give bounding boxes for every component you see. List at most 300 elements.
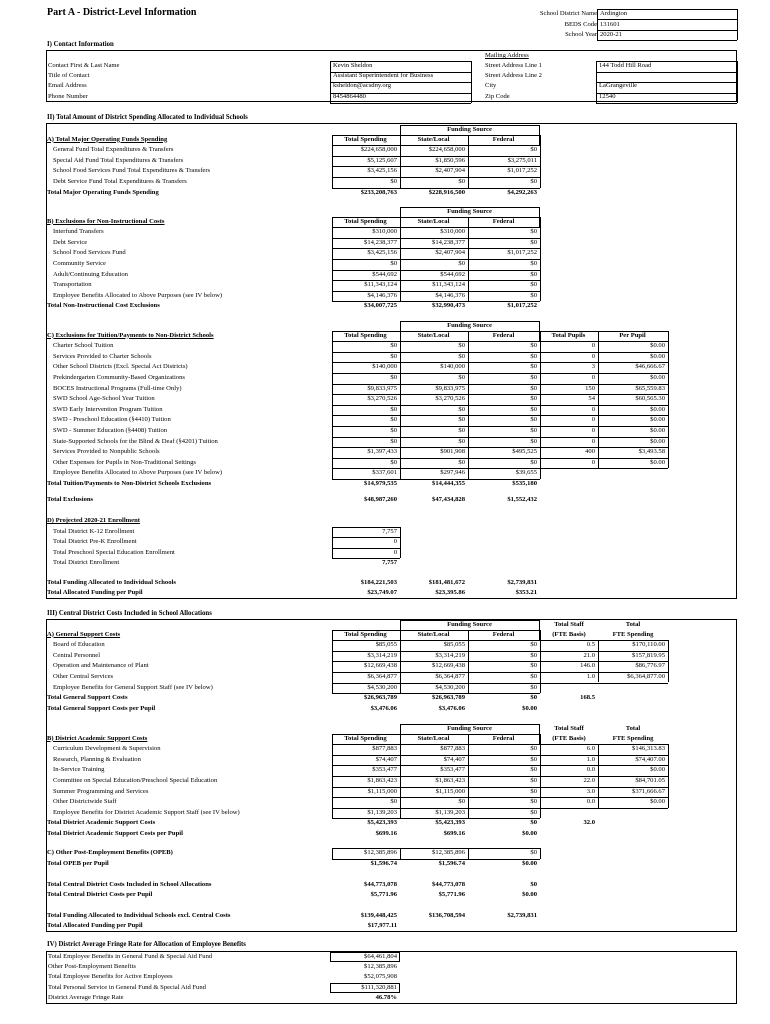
central-a-row-federal: $0 — [530, 683, 537, 691]
mailing-value: LaGrangeville — [599, 82, 638, 90]
spending-b-funding-source: Funding Source — [447, 208, 492, 215]
central-a-fte-top: Total — [625, 621, 641, 628]
divider-line — [596, 103, 737, 104]
spending-b-row-total: $544,692 — [372, 270, 397, 278]
excl-per-pupil-total: $17,977.11 — [367, 922, 397, 929]
spending-section-title: II) Total Amount of District Spending Allocated to Individual Schools — [47, 114, 248, 121]
divider-line — [668, 640, 669, 682]
central-section-title: III) Central District Costs Included in School Allocations — [47, 610, 212, 617]
spending-a-funding-source: Funding Source — [447, 126, 492, 133]
enrollment-row-label: Total District Pre-K Enrollment — [53, 538, 137, 546]
spending-a-title: A) Total Major Operating Funds Spending — [47, 135, 168, 143]
central-a-row-total: $4,530,200 — [367, 683, 397, 691]
central-b-row-state: $0 — [458, 798, 465, 806]
central-b-row-fte: $0.00 — [650, 766, 665, 774]
central-a-total-staff: 168.5 — [580, 694, 595, 702]
enrollment-row-label: Total Preschool Special Education Enrollment — [53, 548, 175, 556]
divider-line — [332, 527, 400, 528]
divider-line — [596, 61, 597, 103]
spending-c-row-total: $0 — [390, 458, 397, 466]
enrollment-row-value: 0 — [393, 548, 397, 556]
central-a-row-label: Employee Benefits for General Support Staff (see IV below) — [53, 683, 213, 691]
central-b-title: B) District Academic Support Costs — [47, 734, 148, 742]
central-b-per-pupil-state: $699.16 — [443, 829, 465, 837]
spending-c-total-federal: $535,180 — [512, 479, 537, 487]
central-a-row-staff: 1.0 — [586, 672, 595, 680]
central-per-pupil-federal: $0.00 — [522, 891, 537, 898]
spending-a-col-state: State/Local — [417, 135, 450, 143]
spending-c-row-federal: $0 — [530, 363, 537, 371]
spending-b-row-total: $3,425,156 — [367, 249, 397, 257]
excl-central-federal: $2,739,831 — [507, 912, 537, 919]
enrollment-total-value: 7,757 — [382, 559, 397, 567]
spending-b-row-state: $11,343,124 — [432, 281, 465, 289]
central-a-row-label: Board of Education — [53, 641, 105, 649]
spending-a-total-total: $233,208,763 — [360, 188, 397, 196]
central-b-total-staff: 32.0 — [583, 819, 595, 827]
total-exclusions-total: $48,987,260 — [364, 496, 397, 503]
allocated-per-pupil-federal: $353.21 — [515, 589, 537, 596]
spending-c-row-total: $3,270,526 — [367, 395, 397, 403]
central-a-col-federal: Federal — [492, 630, 515, 638]
spending-a-row-label: General Fund Total Expenditures & Transfers — [53, 146, 174, 154]
divider-line — [332, 848, 540, 849]
divider-line — [332, 548, 400, 549]
central-a-row-total: $85,055 — [375, 641, 397, 649]
spending-c-row-state: $0 — [458, 405, 465, 413]
central-b-row-fte: $0.00 — [650, 798, 665, 806]
central-b-row-state: $877,883 — [440, 745, 465, 753]
spending-c-row-pupils: 0 — [591, 405, 595, 413]
central-a-row-label: Central Personnel — [53, 651, 101, 659]
spending-c-row-label: Services Provided to Nonpublic Schools — [53, 448, 160, 456]
central-b-row-federal: $0 — [530, 755, 537, 763]
spending-c-row-federal: $0 — [530, 352, 537, 360]
spending-b-title: B) Exclusions for Non-Instructional Costs — [47, 217, 165, 225]
spending-c-row-label: SWD - Summer Education (§4408) Tuition — [53, 426, 168, 434]
central-b-row-total: $877,883 — [372, 745, 397, 753]
central-a-per-pupil-label: Total General Support Costs per Pupil — [47, 704, 156, 712]
divider-line — [332, 630, 540, 631]
central-b-row-label: Summer Programming and Services — [53, 787, 149, 795]
fringe-row-value: $111,320,881 — [361, 983, 397, 991]
opeb-per-pupil-total: $1,596.74 — [370, 859, 397, 867]
spending-c-row-per-pupil: $0.00 — [650, 437, 665, 445]
divider-line — [737, 9, 738, 41]
spending-c-row-label: SWD School Age-School Year Tuition — [53, 395, 155, 403]
central-a-staff-top: Total Staff — [554, 621, 584, 628]
divider-line — [332, 734, 540, 735]
header-field-label: School Year — [565, 31, 597, 38]
divider-line — [540, 848, 541, 859]
fringe-row-label: District Average Fringe Rate — [48, 993, 124, 1001]
spending-b-row-label: Interfund Transfers — [53, 228, 104, 236]
spending-b-row-federal: $0 — [530, 238, 537, 246]
central-b-staff-bottom: (FTE Basis) — [552, 735, 586, 742]
spending-b-row-federal: $1,017,252 — [507, 249, 537, 257]
opeb-row-federal: $0 — [530, 849, 537, 856]
central-a-row-federal: $0 — [530, 651, 537, 659]
header-field-value: 2020-21 — [600, 31, 622, 38]
central-a-row-state: $6,364,877 — [435, 672, 465, 680]
spending-c-row-state: $0 — [458, 342, 465, 350]
fringe-value-box — [330, 983, 400, 993]
divider-line — [597, 9, 737, 10]
spending-b-row-state: $14,238,377 — [432, 238, 465, 246]
spending-c-row-label: Services Provided to Charter Schools — [53, 352, 152, 360]
divider-line — [332, 331, 540, 332]
opeb-row-state: $12,385,896 — [432, 849, 465, 856]
excl-central-total: $139,448,425 — [360, 912, 397, 919]
central-a-row-total: $3,314,219 — [367, 651, 397, 659]
spending-a-total-label: Total Major Operating Funds Spending — [47, 188, 159, 196]
spending-c-row-label: SWD Early Intervention Program Tuition — [53, 405, 163, 413]
central-b-row-staff: 3.0 — [586, 787, 595, 795]
contact-value: ksheldon@acsdny.org — [333, 82, 392, 90]
central-b-row-fte: $84,701.05 — [635, 776, 665, 784]
central-a-row-federal: $0 — [530, 662, 537, 670]
central-a-total-state: $26,963,789 — [432, 694, 465, 702]
central-a-row-federal: $0 — [530, 641, 537, 649]
central-a-row-state: $4,530,200 — [435, 683, 465, 691]
central-b-row-staff: 6.0 — [586, 745, 595, 753]
spending-c-row-state: $0 — [458, 426, 465, 434]
spending-b-row-federal: $0 — [530, 259, 537, 267]
spending-c-row-federal: $495,525 — [512, 448, 537, 456]
central-a-row-state: $85,055 — [443, 641, 465, 649]
mailing-label: Zip Code — [485, 92, 510, 100]
allocated-per-pupil-label: Total Allocated Funding per Pupil — [47, 589, 143, 596]
spending-a-row-total: $5,125,607 — [367, 156, 397, 164]
central-b-total-federal: $0 — [530, 819, 537, 827]
central-b-row-state: $1,139,203 — [435, 808, 465, 816]
mailing-label: Street Address Line 2 — [485, 72, 542, 80]
spending-b-row-state: $4,146,376 — [435, 291, 465, 299]
divider-line — [540, 468, 668, 469]
spending-a-row-state: $2,407,904 — [435, 167, 465, 175]
spending-c-title: C) Exclusions for Tuition/Payments to Non-District Schools — [47, 331, 214, 339]
excl-per-pupil-label: Total Allocated Funding per Pupil — [47, 922, 143, 929]
divider-line — [597, 40, 737, 41]
spending-c-row-total: $0 — [390, 416, 397, 424]
enrollment-row-value: 7,757 — [382, 527, 397, 535]
central-b-row-staff: 0.0 — [586, 798, 595, 806]
spending-c-row-federal: $0 — [530, 405, 537, 413]
central-b-row-federal: $0 — [530, 776, 537, 784]
central-a-per-pupil-federal: $0.00 — [522, 704, 537, 712]
central-a-row-fte: $86,776.97 — [635, 662, 665, 670]
central-b-per-pupil-label: Total District Academic Support Costs per Pupil — [47, 829, 183, 837]
spending-c-row-per-pupil: $0.00 — [650, 373, 665, 381]
spending-c-col-total: Total Spending — [344, 331, 387, 339]
central-per-pupil-state: $5,771.96 — [438, 891, 465, 898]
central-b-staff-top: Total Staff — [554, 725, 584, 732]
spending-a-row-total: $3,425,156 — [367, 167, 397, 175]
spending-a-total-federal: $4,292,263 — [507, 188, 537, 196]
spending-a-row-federal: $0 — [530, 177, 537, 185]
mailing-address-title: Mailing Address — [485, 52, 529, 59]
spending-c-row-label: Charter School Tuition — [53, 342, 114, 350]
spending-c-col-state: State/Local — [417, 331, 450, 339]
spending-a-col-federal: Federal — [492, 135, 515, 143]
divider-line — [330, 61, 471, 62]
spending-c-row-total: $0 — [390, 437, 397, 445]
spending-c-row-per-pupil: $0.00 — [650, 416, 665, 424]
enrollment-row-label: Total District K-12 Enrollment — [53, 527, 135, 535]
central-a-col-state: State/Local — [417, 630, 450, 638]
spending-c-row-total: $337,601 — [372, 469, 397, 477]
spending-c-row-pupils: 400 — [585, 448, 595, 456]
divider-line — [330, 61, 331, 103]
central-b-row-federal: $0 — [530, 745, 537, 753]
central-b-row-label: Committee on Special Education/Preschool Special Education — [53, 776, 218, 784]
divider-line — [597, 9, 598, 41]
divider-line — [668, 331, 669, 469]
fringe-row-value: $64,461,804 — [364, 953, 397, 960]
central-a-row-label: Operation and Maintenance of Plant — [53, 662, 149, 670]
central-b-row-state: $74,407 — [443, 755, 465, 763]
spending-c-row-federal: $0 — [530, 426, 537, 434]
spending-c-row-per-pupil: $0.00 — [650, 458, 665, 466]
spending-c-row-per-pupil: $0.00 — [650, 352, 665, 360]
divider-line — [400, 620, 539, 621]
header-field-value: Ardington — [600, 10, 628, 17]
spending-c-row-state: $297,946 — [440, 469, 465, 477]
divider-line — [540, 331, 668, 332]
spending-c-row-per-pupil: $60,565.30 — [635, 395, 665, 403]
spending-c-row-state: $0 — [458, 437, 465, 445]
divider-line — [400, 527, 401, 559]
opeb-title: C) Other Post-Employment Benefits (OPEB) — [47, 849, 173, 856]
spending-c-row-federal: $0 — [530, 437, 537, 445]
allocated-per-pupil-total: $23,749.07 — [367, 589, 397, 596]
spending-a-row-federal: $3,275,011 — [507, 156, 537, 164]
central-b-row-state: $353,477 — [440, 766, 465, 774]
divider-line — [737, 61, 738, 103]
central-a-row-state: $12,669,438 — [432, 662, 465, 670]
central-b-row-fte: $74,407.00 — [635, 755, 665, 763]
enrollment-title: D) Projected 2020-21 Enrollment — [47, 517, 140, 524]
divider-line — [596, 72, 737, 73]
divider-line — [330, 93, 471, 94]
divider-line — [330, 103, 471, 104]
spending-c-row-state: $9,833,975 — [435, 384, 465, 392]
divider-line — [471, 61, 472, 103]
central-a-row-state: $3,314,219 — [435, 651, 465, 659]
spending-c-row-total: $9,833,975 — [367, 384, 397, 392]
central-per-pupil-total: $5,771.96 — [370, 891, 397, 898]
contact-label: Phone Number — [48, 92, 88, 100]
spending-c-row-total: $1,397,433 — [367, 448, 397, 456]
central-b-per-pupil-federal: $0.00 — [522, 829, 537, 837]
central-b-row-staff: 22.0 — [583, 776, 595, 784]
spending-b-row-label: Community Service — [53, 259, 106, 267]
central-b-funding-source: Funding Source — [447, 725, 492, 732]
spending-a-row-state: $224,658,000 — [428, 146, 465, 154]
central-b-row-label: Curriculum Development & Supervision — [53, 745, 161, 753]
fringe-row-label: Other Post-Employment Benefits — [48, 963, 136, 971]
spending-b-row-federal: $0 — [530, 291, 537, 299]
central-per-pupil-label: Total Central District Costs per Pupil — [47, 891, 153, 898]
allocated-total-federal: $2,739,831 — [507, 579, 537, 586]
central-a-row-label: Other Central Services — [53, 672, 114, 680]
central-b-row-state: $1,863,423 — [435, 776, 465, 784]
spending-c-row-pupils: 0 — [591, 373, 595, 381]
spending-c-col-pupils: Total Pupils — [551, 331, 586, 339]
spending-a-row-state: $0 — [458, 177, 465, 185]
spending-c-row-pupils: 0 — [591, 437, 595, 445]
divider-line — [400, 321, 539, 322]
spending-b-row-label: Transportation — [53, 281, 92, 289]
spending-c-row-per-pupil: $0.00 — [650, 342, 665, 350]
spending-a-row-federal: $1,017,252 — [507, 167, 537, 175]
spending-c-row-pupils: 54 — [588, 395, 595, 403]
spending-c-row-state: $901,908 — [440, 448, 465, 456]
central-a-row-staff: 0.5 — [586, 641, 595, 649]
mailing-value: 144 Todd Hill Road — [599, 62, 652, 69]
central-total-state: $44,773,078 — [432, 881, 465, 888]
mailing-label: City — [485, 82, 497, 90]
central-total-label: Total Central District Costs Included in School Allocations — [47, 881, 212, 888]
spending-c-row-federal: $0 — [530, 416, 537, 424]
fringe-row-label: Total Employee Benefits for Active Employees — [48, 973, 173, 981]
central-b-col-total: Total Spending — [344, 734, 387, 742]
central-a-row-fte: $6,364,877.00 — [627, 672, 665, 680]
spending-a-row-total: $224,658,000 — [360, 146, 397, 154]
divider-line — [596, 61, 737, 62]
spending-b-row-state: $310,000 — [440, 228, 465, 236]
excl-central-label: Total Funding Allocated to Individual Schools excl. Central Costs — [47, 912, 231, 919]
contact-section-title: I) Contact Information — [47, 41, 114, 48]
divider-line — [400, 125, 539, 126]
central-b-total-label: Total District Academic Support Costs — [47, 819, 156, 827]
page-title: Part A - District-Level Information — [47, 7, 197, 18]
spending-c-col-per-pupil: Per Pupil — [619, 331, 646, 339]
divider-line — [540, 808, 668, 809]
spending-c-row-total: $0 — [390, 373, 397, 381]
excl-central-state: $136,708,594 — [428, 912, 465, 919]
central-b-row-federal: $0 — [530, 798, 537, 806]
header-field-value: 131601 — [600, 20, 620, 28]
central-a-row-federal: $0 — [530, 672, 537, 680]
spending-c-row-total: $0 — [390, 342, 397, 350]
spending-c-row-label: SWD - Preschool Education (§4410) Tuition — [53, 416, 171, 424]
divider-line — [468, 848, 469, 859]
spending-c-row-total: $0 — [390, 352, 397, 360]
spending-c-row-label: State-Supported Schools for the Blind & Deaf (§4201) Tuition — [53, 437, 218, 445]
spending-c-row-label: Other School Districts (Excl. Special Act Districts) — [53, 363, 188, 371]
spending-c-row-federal: $0 — [530, 395, 537, 403]
opeb-per-pupil-label: Total OPEB per Pupil — [47, 859, 109, 867]
spending-b-total-label: Total Non-Instructional Cost Exclusions — [47, 302, 160, 310]
central-b-row-label: Other Districtwide Staff — [53, 798, 117, 806]
central-a-total-federal: $0 — [530, 694, 537, 702]
spending-c-row-label: Prekindergarten Community-Based Organizations — [53, 373, 185, 381]
fringe-row-value: $52,075,908 — [364, 973, 397, 981]
divider-line — [597, 19, 737, 20]
spending-c-row-per-pupil: $0.00 — [650, 426, 665, 434]
spending-c-total-total: $14,979,535 — [364, 479, 397, 487]
spending-b-col-state: State/Local — [417, 217, 450, 225]
central-b-row-federal: $0 — [530, 808, 537, 816]
divider-line — [332, 848, 333, 859]
central-b-fte-top: Total — [625, 725, 641, 732]
central-b-row-fte: $371,666.67 — [632, 787, 665, 795]
spending-b-row-total: $4,146,376 — [367, 291, 397, 299]
spending-b-row-state: $0 — [458, 259, 465, 267]
mailing-label: Street Address Line 1 — [485, 62, 542, 69]
header-field-label: School District Name — [539, 10, 597, 17]
spending-b-row-total: $14,238,377 — [364, 238, 397, 246]
central-a-fte-bottom: FTE Spending — [612, 631, 654, 638]
divider-line — [400, 724, 539, 725]
central-b-row-total: $1,115,000 — [367, 787, 397, 795]
central-a-row-staff: 146.0 — [580, 662, 595, 670]
central-b-row-label: In-Service Training — [53, 766, 105, 774]
central-a-row-staff: 21.0 — [583, 651, 595, 659]
allocated-total-label: Total Funding Allocated to Individual Schools — [47, 579, 176, 586]
central-b-row-total: $74,407 — [375, 755, 397, 763]
divider-line — [332, 217, 540, 218]
spending-c-row-state: $3,270,526 — [435, 395, 465, 403]
enrollment-row-value: 0 — [393, 538, 397, 546]
spending-b-total-total: $34,007,725 — [364, 302, 397, 310]
central-b-col-state: State/Local — [417, 734, 450, 742]
spending-c-row-state: $0 — [458, 416, 465, 424]
central-b-col-federal: Federal — [492, 734, 515, 742]
enrollment-total-label: Total District Enrollment — [53, 559, 120, 567]
spending-c-row-federal: $39,655 — [515, 469, 537, 477]
divider-line — [330, 82, 471, 83]
spending-b-row-federal: $0 — [530, 228, 537, 236]
central-b-row-federal: $0 — [530, 766, 537, 774]
spending-c-total-label: Total Tuition/Payments to Non-District Schools Exclusions — [47, 479, 212, 487]
central-a-per-pupil-total: $3,476.06 — [370, 704, 397, 712]
contact-label: Contact First & Last Name — [48, 62, 120, 69]
spending-c-row-label: BOCES Instructional Programs (Full-time Only) — [53, 384, 182, 392]
central-b-total-state: $5,423,393 — [435, 819, 465, 827]
divider-line — [330, 72, 471, 73]
spending-c-row-federal: $0 — [530, 373, 537, 381]
divider-line — [540, 683, 668, 684]
spending-b-total-federal: $1,017,252 — [507, 302, 537, 310]
central-a-funding-source: Funding Source — [447, 621, 492, 628]
total-exclusions-label: Total Exclusions — [47, 496, 94, 503]
spending-a-row-label: Special Aid Fund Total Expenditures & Transfers — [53, 156, 184, 164]
spending-b-row-total: $0 — [390, 259, 397, 267]
spending-c-row-pupils: 0 — [591, 426, 595, 434]
spending-c-row-label: Other Expenses for Pupils in Non-Traditional Settings — [53, 458, 196, 466]
central-b-row-total: $353,477 — [372, 766, 397, 774]
central-a-total-total: $26,963,789 — [364, 694, 397, 702]
divider-line — [400, 848, 401, 859]
spending-c-row-state: $0 — [458, 458, 465, 466]
spending-c-row-federal: $0 — [530, 458, 537, 466]
central-a-title: A) General Support Costs — [47, 630, 121, 638]
central-a-staff-bottom: (FTE Basis) — [552, 631, 586, 638]
contact-label: Email Address — [48, 82, 87, 90]
fringe-row-label: Total Employee Benefits in General Fund & Special Aid Fund — [48, 953, 213, 960]
central-b-row-state: $1,115,000 — [435, 787, 465, 795]
allocated-total-total: $184,221,503 — [360, 579, 397, 586]
spending-c-row-pupils: 3 — [591, 363, 595, 371]
spending-c-row-state: $140,000 — [440, 363, 465, 371]
spending-c-row-state: $0 — [458, 352, 465, 360]
contact-value: Kevin Sheldon — [333, 62, 373, 69]
spending-c-col-federal: Federal — [492, 331, 515, 339]
divider-line — [668, 744, 669, 808]
spending-c-row-total: $0 — [390, 405, 397, 413]
